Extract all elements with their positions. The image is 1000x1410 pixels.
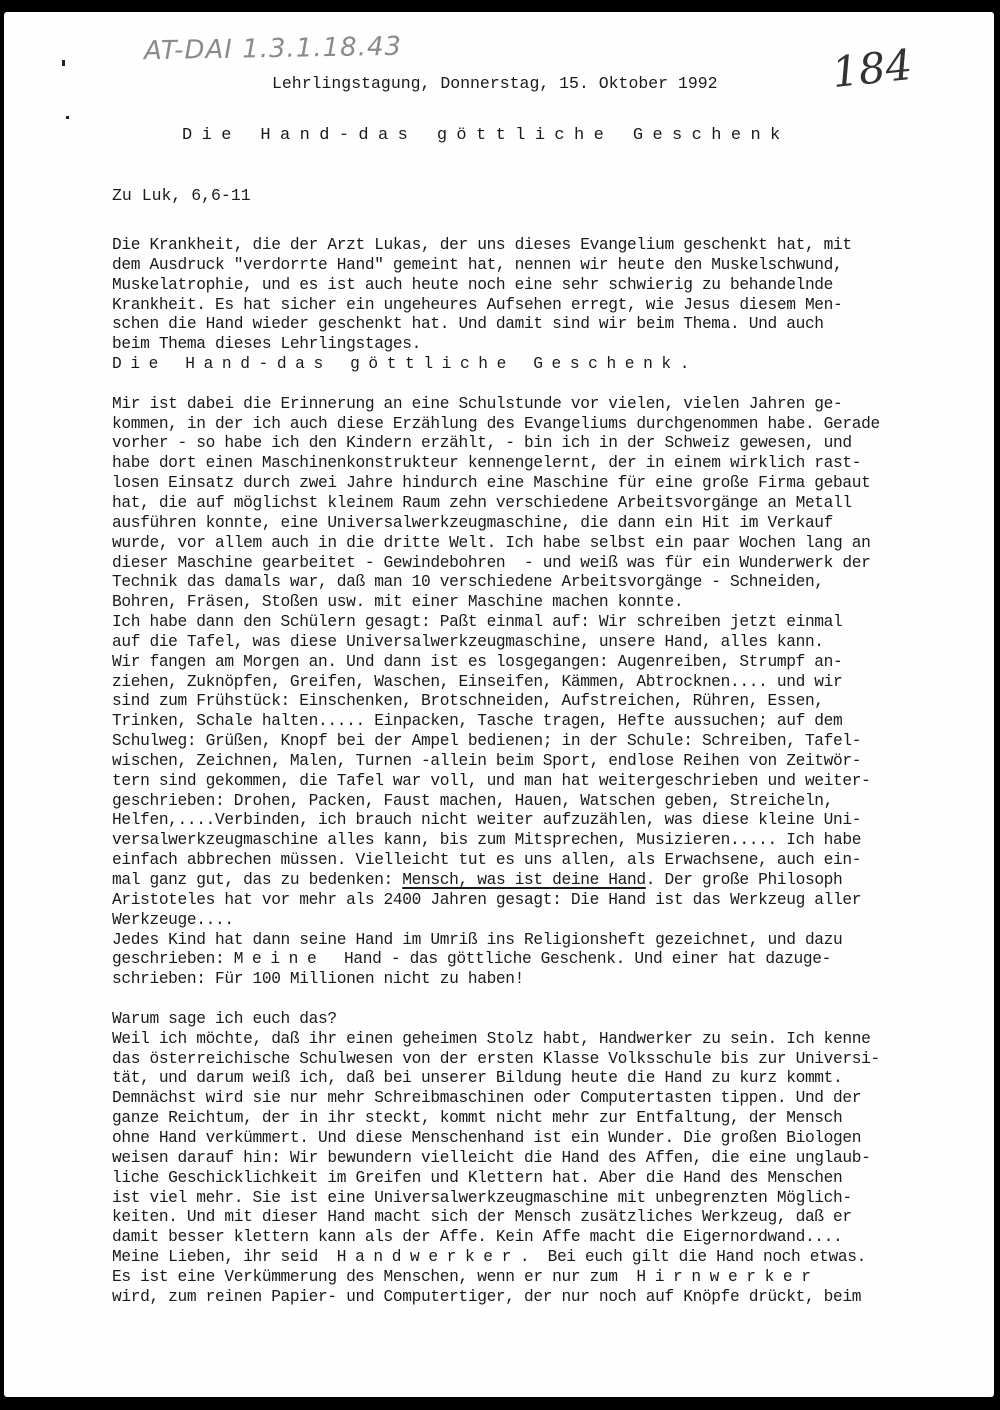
paragraph-1 [112, 236, 942, 375]
text-line: Technik das damals war, daß man 10 verschiedene Arbeitsvorgänge - Schneiden, [112, 573, 824, 592]
text-line: beim Thema dieses Lehrlingstages. [112, 335, 422, 354]
meine-hand-line [112, 950, 942, 970]
text-line: Ich habe dann den Schülern gesagt: Paßt einmal auf: Wir schreiben jetzt einmal [112, 613, 843, 632]
text-line: dem Ausdruck "verdorrte Hand" gemeint hat, nennen wir heute den Muskelschwund, [112, 255, 843, 274]
text-line: Bohren, Fräsen, Stoßen usw. mit einer Maschine machen konnte. [112, 593, 684, 612]
text-segment: Es ist eine Verkümmerung des Menschen, wenn er nur zum [112, 1267, 637, 1286]
text-segment: Bei euch gilt die Hand noch etwas. [538, 1248, 866, 1267]
text-line: schen die Hand wieder geschenkt hat. Und damit sind wir beim Thema. Und auch [112, 315, 824, 334]
document-page [4, 12, 994, 1397]
spaced-word: Meine [233, 950, 326, 969]
text-line: Muskelatrophie, und es ist auch heute noch eine sehr schwierig zu behandelnde [112, 275, 834, 294]
text-line: auf die Tafel, was diese Universalwerkzeugmaschine, unsere Hand, alles kann. [112, 632, 824, 651]
text-line: vorher - so habe ich den Kindern erzählt, - bin ich in der Schweiz gewesen, und [112, 434, 852, 453]
text-line: Die Krankheit, die der Arzt Lukas, der uns dieses Evangelium geschenkt hat, mit [112, 236, 852, 254]
text-line: kommen, in der ich auch diese Erzählung des Evangeliums durchgenommen habe. Gerade [112, 414, 880, 433]
text-segment: . Der große Philosoph [645, 871, 843, 889]
document-title: Die Hand-das göttliche Geschenk [182, 126, 790, 145]
text-line: wischen, Zeichnen, Malen, Turnen -allein beim Sport, endlose Reihen von Zeitwör- [112, 751, 862, 770]
archive-reference: AT-DAI 1.3.1.18.43 [143, 31, 403, 67]
text-line: tät, und darum weiß ich, daß bei unserer Bildung heute die Hand zu kurz kommt. [112, 1069, 843, 1088]
paragraph-3 [112, 1010, 942, 1308]
text-line: Demnächst wird sie nur mehr Schreibmaschinen oder Computertasten tippen. Und der [112, 1089, 862, 1108]
text-segment: mal ganz gut, das zu bedenken: [112, 871, 403, 889]
text-line: versalwerkzeugmaschine alles kann, bis zum Mitsprechen, Musizieren..... Ich habe [112, 831, 862, 850]
text-line: ganze Reichtum, der in ihr steckt, kommt nicht mehr zur Entfaltung, der Mensch [112, 1109, 843, 1128]
text-line: Jedes Kind hat dann seine Hand im Umriß ins Religionsheft gezeichnet, und dazu [112, 930, 843, 949]
punch-mark [66, 116, 69, 119]
text-line: tern sind gekommen, die Tafel war voll, und man hat weitergeschrieben und weiter- [112, 771, 871, 790]
text-line: ohne Hand verkümmert. Und diese Menschenhand ist ein Wunder. Die großen Biologen [112, 1128, 862, 1147]
text-line: weisen darauf hin: Wir bewundern vielleicht die Hand des Affen, die eine unglaub- [112, 1148, 871, 1167]
document-header: Lehrlingstagung, Donnerstag, 15. Oktober 1992 [272, 74, 718, 93]
text-line: Warum sage ich euch das? [112, 1009, 337, 1028]
spaced-word: Hirnwerker [636, 1267, 820, 1286]
text-line: Weil ich möchte, daß ihr einen geheimen Stolz habt, Handwerker zu sein. Ich kenne [112, 1029, 871, 1048]
text-line: Trinken, Schale halten..... Einpacken, Tasche tragen, Hefte aussuchen; auf dem [112, 712, 843, 731]
text-line: habe dort einen Maschinenkonstrukteur kennengelernt, der in einem wirklich rast- [112, 454, 862, 473]
text-segment: geschrieben: [112, 950, 234, 969]
text-line: ist viel mehr. Sie ist eine Universalwerkzeugmaschine mit unbegrenzten Möglich- [112, 1188, 852, 1207]
text-line: schrieben: Für 100 Millionen nicht zu haben! [112, 970, 525, 989]
text-line: losen Einsatz durch zwei Jahre hindurch eine Maschine für eine große Firma gebaut [112, 474, 871, 493]
spaced-title-line: Die Hand-das göttliche Geschenk. [112, 355, 699, 374]
text-line: dieser Maschine gearbeitet - Gewindebohren - und weiß was für ein Wunderwerk der [112, 553, 871, 572]
spaced-word: Handwerker. [336, 1248, 539, 1267]
text-line: keiten. Und mit dieser Hand macht sich der Mensch zusätzliches Werkzeug, daß er [112, 1208, 852, 1227]
text-line: Schulweg: Grüßen, Knopf bei der Ampel bedienen; in der Schule: Schreiben, Tafel- [112, 732, 862, 751]
text-line: Krankheit. Es hat sicher ein ungeheures Aufsehen erregt, wie Jesus diesem Men- [112, 295, 843, 314]
text-line: wird, zum reinen Papier- und Computertiger, der nur noch auf Knöpfe drückt, beim [112, 1287, 862, 1306]
text-segment: Meine Lieben, ihr seid [112, 1248, 337, 1267]
scripture-reference: Zu Luk, 6,6-11 [112, 186, 251, 205]
text-line: Aristoteles hat vor mehr als 2400 Jahren gesagt: Die Hand ist das Werkzeug aller [112, 890, 862, 909]
paragraph-gap [112, 990, 942, 1010]
text-line: ziehen, Zuknöpfen, Greifen, Waschen, Einseifen, Kämmen, Abtrocknen.... und wir [112, 672, 843, 691]
text-line: Helfen,....Verbinden, ich brauch nicht weiter aufzuzählen, was diese kleine Uni- [112, 811, 862, 830]
handwerker-line [112, 1248, 942, 1268]
underlined-quote: Mensch, was ist deine Hand [402, 871, 646, 889]
text-line: wurde, vor allem auch in die dritte Welt. Ich habe selbst ein paar Wochen lang an [112, 533, 871, 552]
paragraph-gap [112, 375, 942, 395]
text-segment: Hand - das göttliche Geschenk. Und einer hat dazuge- [325, 950, 831, 969]
text-line: Werkzeuge.... [112, 910, 234, 929]
underlined-quote-line [112, 871, 942, 891]
text-line: liche Geschicklichkeit im Greifen und Klettern hat. Aber die Hand des Menschen [112, 1168, 843, 1187]
text-line: das österreichische Schulwesen von der ersten Klasse Volksschule bis zur Universi- [112, 1049, 880, 1068]
text-line: Mir ist dabei die Erinnerung an eine Schulstunde vor vielen, vielen Jahren ge- [112, 394, 843, 413]
hirnwerker-line [112, 1268, 942, 1288]
handwritten-page-number: 184 [829, 39, 915, 98]
text-line: geschrieben: Drohen, Packen, Faust machen, Hauen, Watschen geben, Streicheln, [112, 791, 834, 810]
text-line: hat, die auf möglichst kleinem Raum zehn verschiedene Arbeitsvorgänge an Metall [112, 493, 852, 512]
text-line: damit besser klettern kann als der Affe. Kein Affe macht die Eigernordwand.... [112, 1228, 843, 1247]
document-body [112, 236, 942, 1308]
text-line: einfach abbrechen müssen. Vielleicht tut es uns allen, als Erwachsene, auch ein- [112, 851, 862, 870]
text-line: ausführen konnte, eine Universalwerkzeugmaschine, die dann ein Hit im Verkauf [112, 513, 834, 532]
text-line: sind zum Frühstück: Einschenken, Brotschneiden, Aufstreichen, Rühren, Essen, [112, 692, 824, 711]
text-line: Wir fangen am Morgen an. Und dann ist es losgegangen: Augenreiben, Strumpf an- [112, 652, 843, 671]
paragraph-2 [112, 395, 942, 990]
punch-mark [62, 60, 65, 66]
